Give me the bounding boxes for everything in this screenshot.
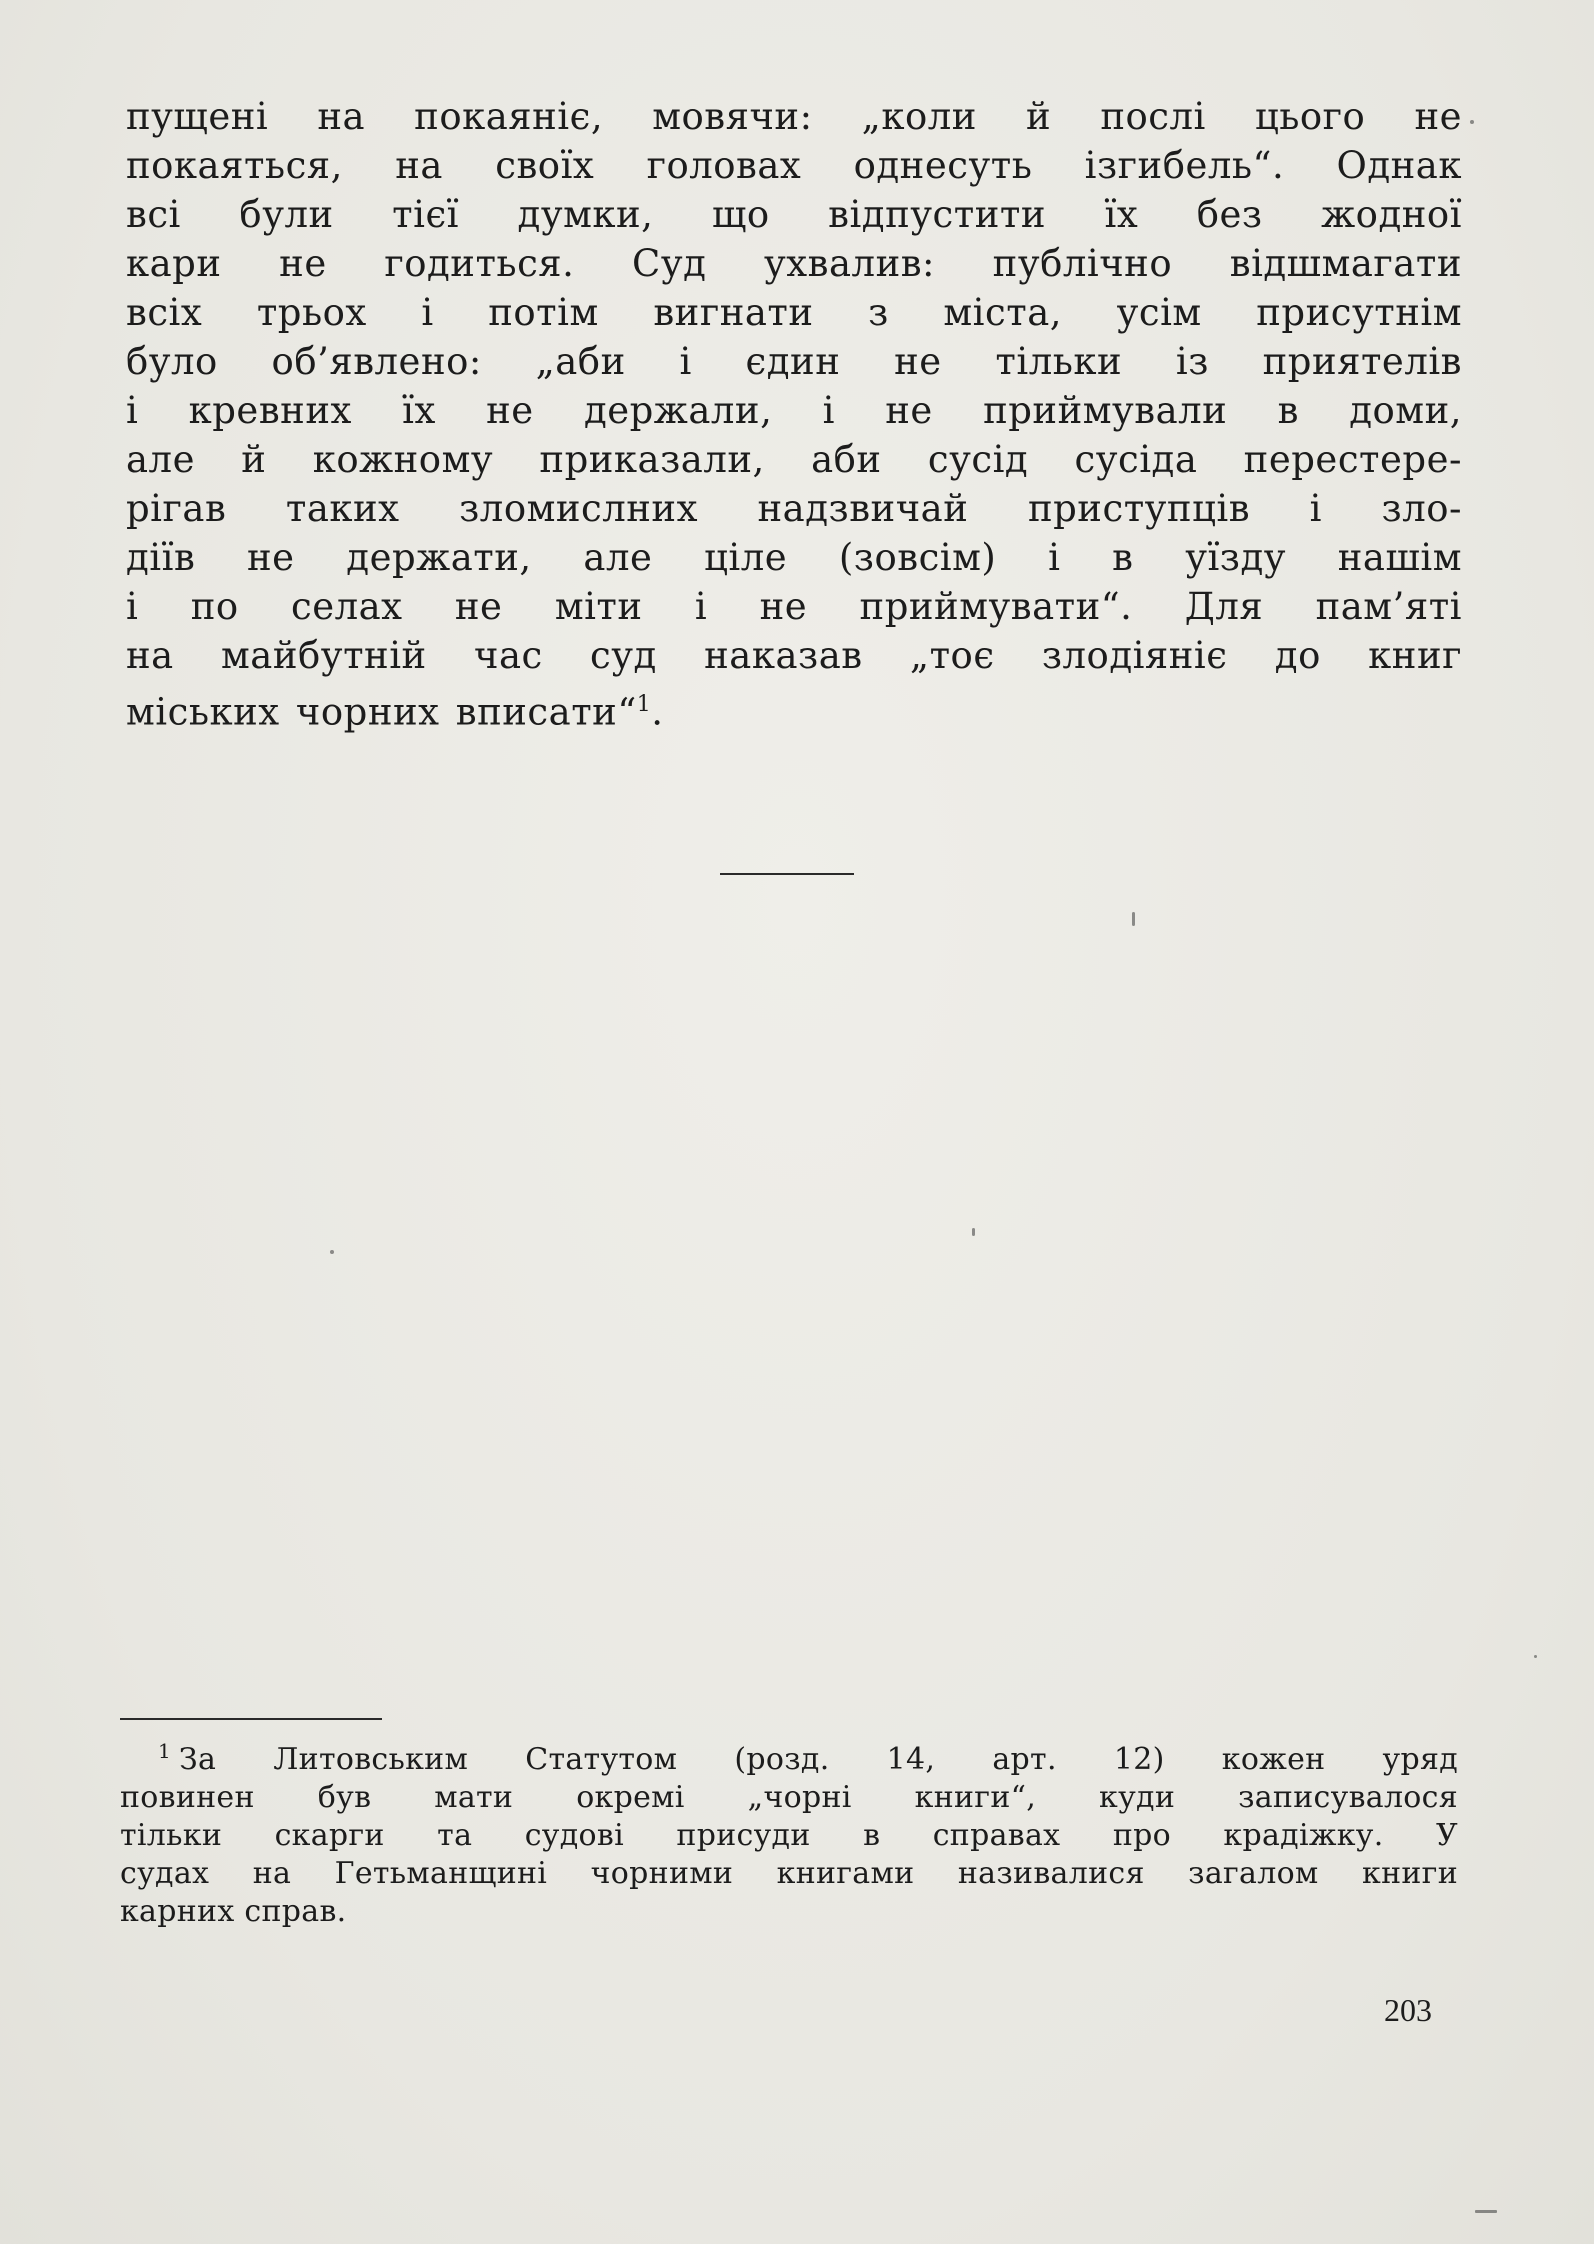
footnote-divider xyxy=(120,1718,382,1720)
paper-speck xyxy=(330,1250,334,1254)
footnote-first-text: За Литовським Статутом (розд. 14, арт. 12) кожен уряд xyxy=(179,1742,1458,1777)
text-line: пущені на покаяніє, мовячи: „коли й послі цього не xyxy=(126,95,1462,138)
footnote-block xyxy=(120,1741,1458,1931)
text-line: діїв не держати, але ціле (зовсім) і в уїзду нашім xyxy=(126,536,1462,579)
paper-speck xyxy=(972,1228,975,1236)
text-line: на майбутній час суд наказав „тоє злодіяніє до книг xyxy=(126,634,1462,677)
section-divider xyxy=(720,873,854,875)
main-text-block xyxy=(126,92,1462,734)
last-line-text: міських чорних вписати“ xyxy=(126,690,637,734)
text-line: і по селах не міти і не приймувати“. Для пам’яті xyxy=(126,585,1462,628)
footnote-line: повинен був мати окремі „чорні книги“, куди записувалося xyxy=(120,1780,1458,1815)
text-line: але й кожному приказали, аби сусід сусіда перестере- xyxy=(126,438,1462,481)
paper-speck xyxy=(1475,2210,1497,2213)
text-line: всі були тієї думки, що відпустити їх без жодної xyxy=(126,193,1462,236)
footnote-reference: 1 xyxy=(636,692,652,717)
page-number: 203 xyxy=(1384,1992,1432,2028)
text-line: кари не годиться. Суд ухвалив: публічно відшмагати xyxy=(126,242,1462,285)
footnote-line: тільки скарги та судові присуди в справах про крадіжку. У xyxy=(120,1818,1458,1853)
paper-speck xyxy=(1470,120,1474,124)
paper-speck xyxy=(1132,912,1135,926)
text-line: рігав таких зломислних надзвичай приступців і зло- xyxy=(126,487,1462,530)
footnote-marker: 1 xyxy=(158,1739,172,1763)
text-line-last xyxy=(126,680,1462,734)
text-line: покаяться, на своїх головах однесуть ізгибель“. Однак xyxy=(126,144,1462,187)
text-line: і кревних їх не держали, і не приймували в доми, xyxy=(126,389,1462,432)
paper-speck xyxy=(1534,1655,1537,1658)
last-line-end: . xyxy=(651,690,664,734)
text-line: всіх трьох і потім вигнати з міста, усім присутнім xyxy=(126,291,1462,334)
footnote-line: судах на Гетьманщині чорними книгами називалися загалом книги xyxy=(120,1856,1458,1891)
text-line: було об’явлено: „аби і єдин не тільки із приятелів xyxy=(126,340,1462,383)
footnote-line-last: карних справ. xyxy=(120,1894,347,1929)
footnote-line-first xyxy=(120,1741,1458,1779)
